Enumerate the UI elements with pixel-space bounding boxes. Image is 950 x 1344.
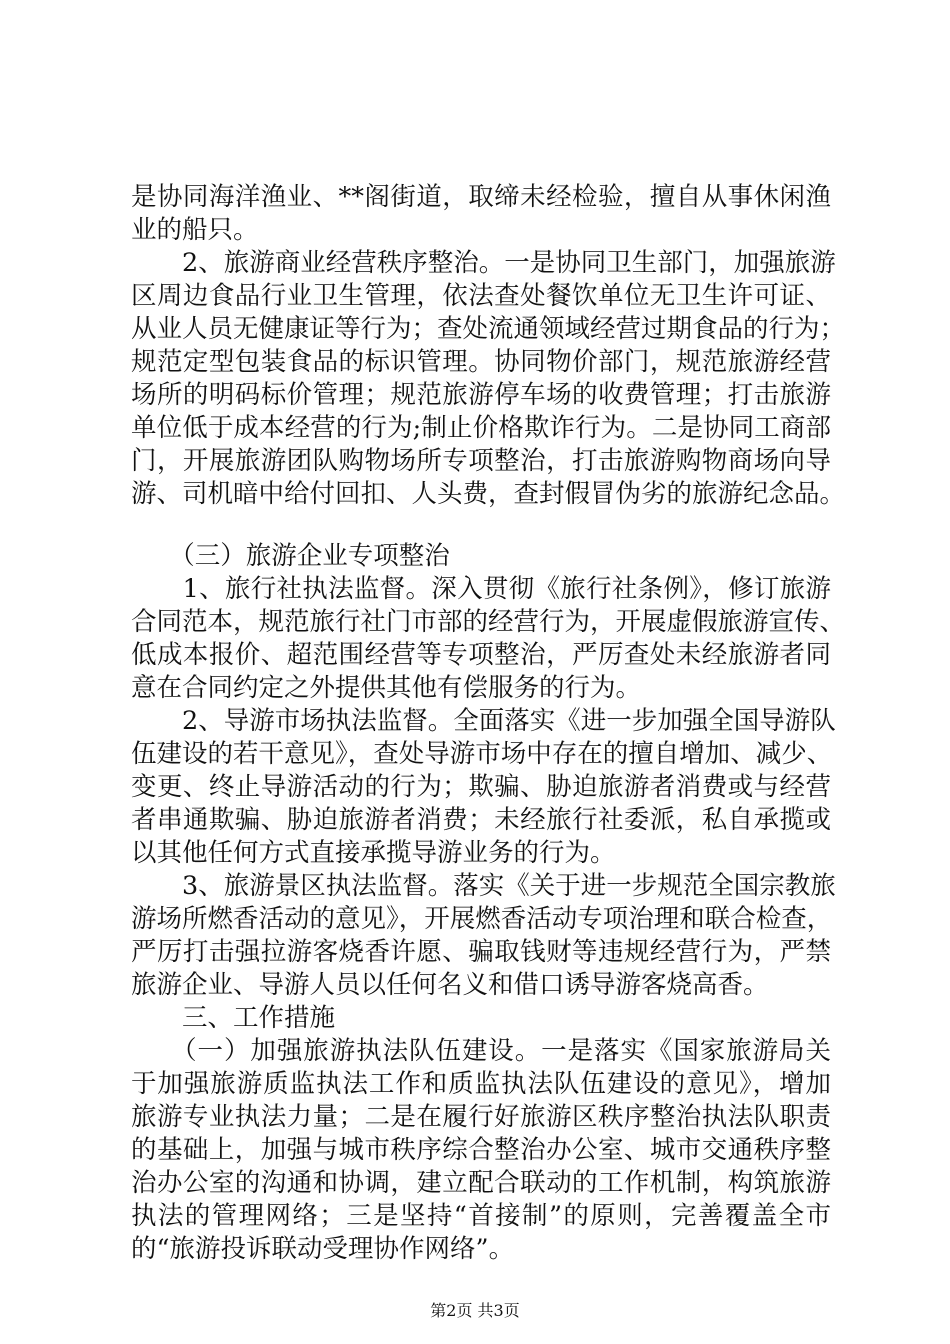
body-line: 3、旅游景区执法监督。落实《关于进一步规范全国宗教旅 [131,871,836,901]
body-line: 执法的管理网络；三是坚持“首接制”的原则，完善覆盖全市 [131,1201,831,1231]
body-line: 旅游专业执法力量；二是在履行好旅游区秩序整治执法队职责 [131,1102,831,1132]
body-line: 门，开展旅游团队购物场所专项整治，打击旅游购物商场向导 [131,446,831,476]
body-line: 是协同海洋渔业、**阁街道，取缔未经检验，擅自从事休闲渔 [131,182,831,212]
body-line: 规范定型包装食品的标识管理。协同物价部门，规范旅游经营 [131,347,831,377]
body-line: 低成本报价、超范围经营等专项整治，严厉查处未经旅游者同 [131,640,831,670]
body-line: 场所的明码标价管理；规范旅游停车场的收费管理；打击旅游 [131,380,831,410]
body-line: 以其他任何方式直接承揽导游业务的行为。 [131,838,616,868]
body-line: 区周边食品行业卫生管理，依法查处餐饮单位无卫生许可证、 [131,281,831,311]
body-line: 2、导游市场执法监督。全面落实《进一步加强全国导游队 [131,706,836,736]
section-heading: （三）旅游企业专项整治 [131,541,450,571]
body-line: 2、旅游商业经营秩序整治。一是协同卫生部门，加强旅游 [131,248,836,278]
body-line: 者串通欺骗、胁迫旅游者消费；未经旅行社委派，私自承揽或 [131,805,831,835]
body-line: 合同范本，规范旅行社门市部的经营行为，开展虚假旅游宣传、 [131,607,846,637]
body-line: 1、旅行社执法监督。深入贯彻《旅行社条例》，修订旅游 [131,574,831,604]
body-line: 变更、终止导游活动的行为；欺骗、胁迫旅游者消费或与经营 [131,772,831,802]
section-heading: 三、工作措施 [131,1003,336,1033]
body-line: 游场所燃香活动的意见》，开展燃香活动专项治理和联合检查， [131,904,833,934]
page-number: 第2页 共3页 [430,1301,520,1320]
body-line: 的“旅游投诉联动受理协作网络”。 [131,1234,515,1264]
body-line: 意在合同约定之外提供其他有偿服务的行为。 [131,673,642,703]
body-line: 伍建设的若干意见》，查处导游市场中存在的擅自增加、减少、 [131,739,833,769]
body-line: 于加强旅游质监执法工作和质监执法队伍建设的意见》，增加 [131,1069,831,1099]
body-line: 从业人员无健康证等行为；查处流通领域经营过期食品的行为； [131,314,846,344]
body-line: 游、司机暗中给付回扣、人头费，查封假冒伪劣的旅游纪念品。 [131,479,846,509]
body-line: 治办公室的沟通和协调，建立配合联动的工作机制，构筑旅游 [131,1168,831,1198]
body-line: 业的船只。 [131,215,259,245]
body-line: 的基础上，加强与城市秩序综合整治办公室、城市交通秩序整 [131,1135,831,1165]
body-line: 单位低于成本经营的行为;制止价格欺诈行为。二是协同工商部 [131,413,831,443]
body-line: （一）加强旅游执法队伍建设。一是落实《国家旅游局关 [131,1036,831,1066]
body-line: 严厉打击强拉游客烧香许愿、骗取钱财等违规经营行为，严禁 [131,937,831,967]
body-line: 旅游企业、导游人员以任何名义和借口诱导游客烧高香。 [131,970,769,1000]
